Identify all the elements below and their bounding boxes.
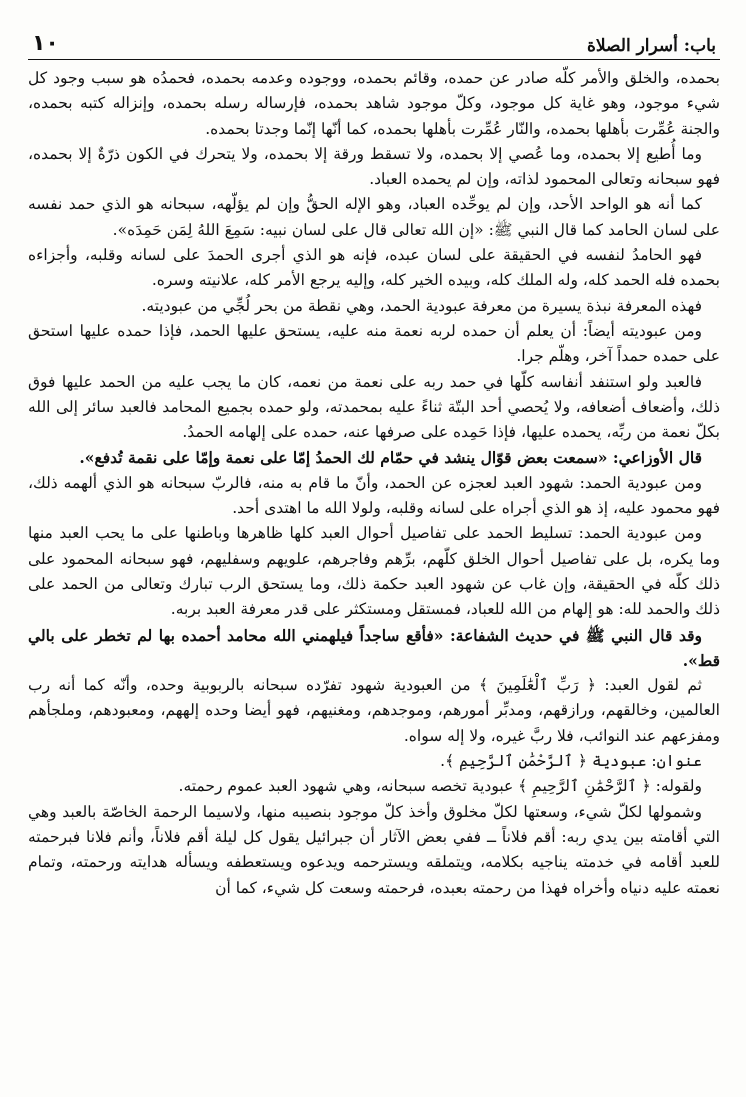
- paragraph: ومن عبوديته أيضاً: أن يعلم أن حمده لربه نعمة منه عليه، يستحق عليها الحمد، فإذا حمده عليها استحق على حمده حمداً آخر، وهلّم جرا.: [28, 321, 720, 366]
- paragraph: وما أُطيع إلا بحمده، وما عُصي إلا بحمده، ولا تسقط ورقة إلا بحمده، ولا يتحرك في الكون ذرّةٌ إلا بحمده، فهو سبحانه وتعالى المحمود لذاته، وإن لم يحمده العباد.: [28, 144, 720, 189]
- paragraph: ومن عبودية الحمد: شهود العبد لعجزه عن الحمد، وأنّ ما قام به منه، فالربّ سبحانه هو الذي ألهمه ذلك، فهو محمود عليه، إذ هو الذي أجراه على لسانه وقلبه، ولولا الله ما اهتدى أحد.: [28, 473, 720, 518]
- page-header: [28, 30, 720, 60]
- chapter-title: باب: أسرار الصلاة: [586, 36, 716, 56]
- quote-paragraph: قال الأوزاعي: «سمعت بعض قوّال ينشد في حمّام لك الحمدُ إمّا على نعمة وإمّا على نقمة تُدفع».: [79, 448, 702, 468]
- page-number: ١٠: [32, 31, 59, 56]
- paragraph: كما أنه هو الواحد الأحد، وإن لم يوحِّده العباد، وهو الإله الحقُّ وإن لم يؤلّهه، سبحانه هو الذي حمد نفسه على لسان الحامد كما قال النبي ﷺ: «إن الله تعالى قال على لسان نبيه: سَمِعَ اللهُ لِمَن حَمِدَه».: [28, 195, 720, 239]
- hadith-paragraph: وقد قال النبي ﷺ في حديث الشفاعة: «فأقع ساجداً فيلهمني الله محامد أحمده بها لم تخطر على بالي قط».: [28, 625, 720, 670]
- paragraph: ومن عبودية الحمد: تسليط الحمد على تفاصيل أحوال العبد كلها ظاهرها وباطنها على ما يحب العبد منها وما يكره، بل على تفاصيل أحوال الخلق كلّهم، برِّهم وفاجرهم، علويهم وسفليهم، فهو سبحانه المحمود على ذلك كلّه في الحقيقة، وإن غاب عن شهود العبد حكمة ذلك، وما يستحق الرب تبارك وتعالى من الحمد على ذلك والحمد لله: هو إلهام من الله للعباد، فمستقل ومستكثر على قدر معرفة العبد بربه.: [28, 524, 720, 619]
- paragraph: وشمولها لكلّ شيء، وسعتها لكلّ مخلوق وأخذ كلّ موجود بنصيبه منها، ولاسيما الرحمة الخاصّة بالعبد وهي التي أقامته بين يدي ربه: أقم فلاناً ــ ففي بعض الآثار أن جبرائيل يقول كل ليلة أقم فلاناً، وأنم فلانا فبرحمته للعبد أقامه في خدمته يناجيه بكلامه، ويتملقه ويسترحمه ويدعوه ويستعطفه ويسأله هدايته ورحمته، وتمام نعمته عليه دنياه وأخراه فهذا من رحمته بعبده، فرحمته وسعت كل شيء، كما أن: [28, 802, 720, 897]
- paragraph: فالعبد ولو استنفد أنفاسه كلّها في حمد ربه على نعمة من نعمه، كان ما يجب عليه من الحمد عليها فوق ذلك، وأضعاف أضعافه، ولا يُحصي أحد البتّة ثناءً عليه بمحمدته، ولو حمده بجميع المحامد فالعبد سائر إلى الله بكلّ نعمة من ربِّه، يحمده عليها، فإذا حَمِده على صرفها عنه، حمده على إلهامه الحمدُ.: [28, 372, 720, 442]
- paragraph: فهذه المعرفة نبذة يسيرة من معرفة عبودية الحمد، وهي نقطة من بحر لُجِّي من عبوديته.: [141, 296, 702, 315]
- paragraph: ثم لقول العبد: ﴿ رَبِّ ٱلْعَٰلَمِينَ ﴾ من العبودية شهود تفرّده سبحانه بالربوبية وحده، وأنّه كما أنه رب العالمين، وخالقهم، ورازقهم، ومدبِّر أمورهم، وموجدهم، ومغنيهم، فهو أيضا وحده إلههم، ومعبودهم، وملجأهم ومفزعهم عند النوائب، فلا ربَّ غيره، ولا إله سواه.: [28, 676, 720, 745]
- section-heading: عنوان: عبودية ﴿ ٱلرَّحْمَٰنِ ٱلرَّحِيمِ ﴾.: [440, 752, 702, 771]
- page-body: [28, 60, 720, 901]
- paragraph: ولقوله: ﴿ ٱلرَّحْمَٰنِ ٱلرَّحِيمِ ﴾ عبودية تخصه سبحانه، وهي شهود العبد عموم رحمته.: [178, 777, 702, 796]
- paragraph: فهو الحامدُ لنفسه في الحقيقة على لسان عبده، فإنه هو الذي أجرى الحمدَ على لسانه وقلبه، وأجزاءه بحمده فله الحمد كله، وله الملك كله، وبيده الخير كله، وإليه يرجع الأمر كله، علانيته وسره.: [28, 246, 720, 290]
- paragraph: بحمده، والخلق والأمر كلّه صادر عن حمده، وقائم بحمده، ووجوده وعدمه بحمده، فحمدُه هو سبب وجود كل شيء موجود، وهو غاية كل موجود، وكلّ موجود شاهد بحمده، فإرساله رسله بحمده، وإنزاله كتبه بحمده، والجنة عُمِّرت بأهلها بحمده، والنّار عُمِّرت بأهلها بحمده، كما أنّها إنّما وجدتا بحمده.: [28, 69, 720, 138]
